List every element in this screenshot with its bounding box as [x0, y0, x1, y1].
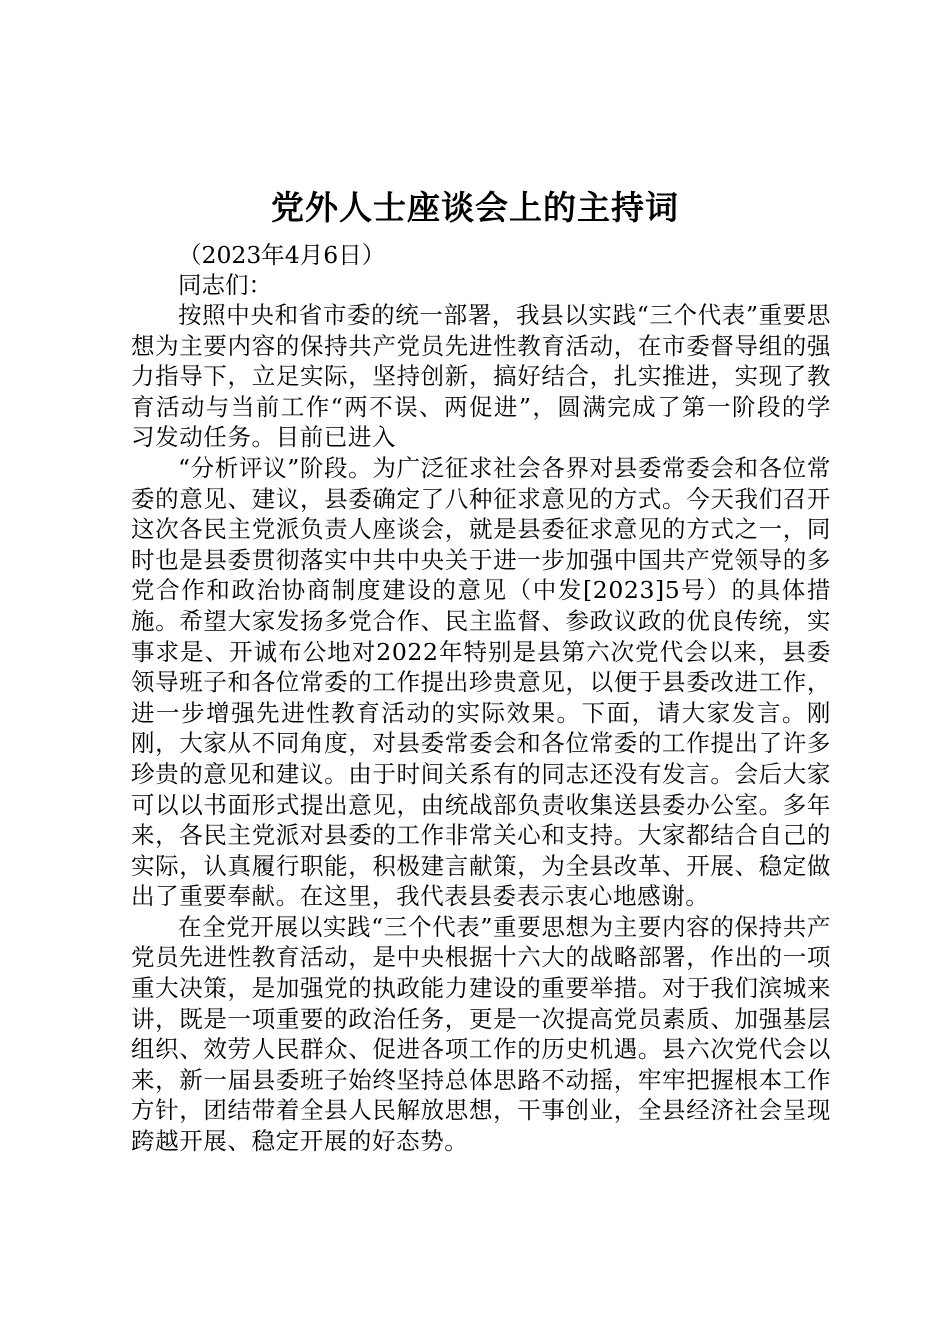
paragraph-3: 在全党开展以实践“三个代表”重要思想为主要内容的保持共产党员先进性教育活动，是中央根据十六大的战略部署，作出的一项重大决策，是加强党的执政能力建设的重要举措。对于我们滨城来讲，既是一项重要的政治任务，更是一次提高党员素质、加强基层组织、效劳人民群众、促进各项工作的历史机遇。县六次党代会以来，新一届县委班子始终坚持总体思路不动摇，牢牢把握根本工作方针，团结带着全县人民解放思想，干事创业，全县经济社会呈现跨越开展、稳定开展的好态势。: [131, 912, 831, 1156]
paragraph-2: “分析评议”阶段。为广泛征求社会各界对县委常委会和各位常委的意见、建议，县委确定了八种征求意见的方式。今天我们召开这次各民主党派负责人座谈会，就是县委征求意见的方式之一，同时也是县委贯彻落实中共中央关于进一步加强中国共产党领导的多党合作和政治协商制度建设的意见（中发[2023]5号）的具体措施。希望大家发扬多党合作、民主监督、参政议政的优良传统，实事求是、开诚布公地对2022年特别是县第六次党代会以来，县委领导班子和各位常委的工作提出珍贵意见，以便于县委改进工作，进一步增强先进性教育活动的实际效果。下面，请大家发言。刚刚，大家从不同角度，对县委常委会和各位常委的工作提出了许多珍贵的意见和建议。由于时间关系有的同志还没有发言。会后大家可以以书面形式提出意见，由统战部负责收集送县委办公室。多年来，各民主党派对县委的工作非常关心和支持。大家都结合自己的实际，认真履行职能，积极建言献策，为全县改革、开展、稳定做出了重要奉献。在这里，我代表县委表示衷心地感谢。: [131, 453, 831, 911]
document-title: 党外人士座谈会上的主持词: [271, 188, 679, 227]
document-body: [131, 240, 831, 1157]
paragraph-1: 按照中央和省市委的统一部署，我县以实践“三个代表”重要思想为主要内容的保持共产党员先进性教育活动，在市委督导组的强力指导下，立足实际，坚持创新，搞好结合，扎实推进，实现了教育活动与当前工作“两不误、两促进”，圆满完成了第一阶段的学习发动任务。目前已进入: [131, 301, 831, 452]
salutation: 同志们：: [178, 271, 272, 299]
document-date: （2023年4月6日）: [178, 241, 386, 269]
